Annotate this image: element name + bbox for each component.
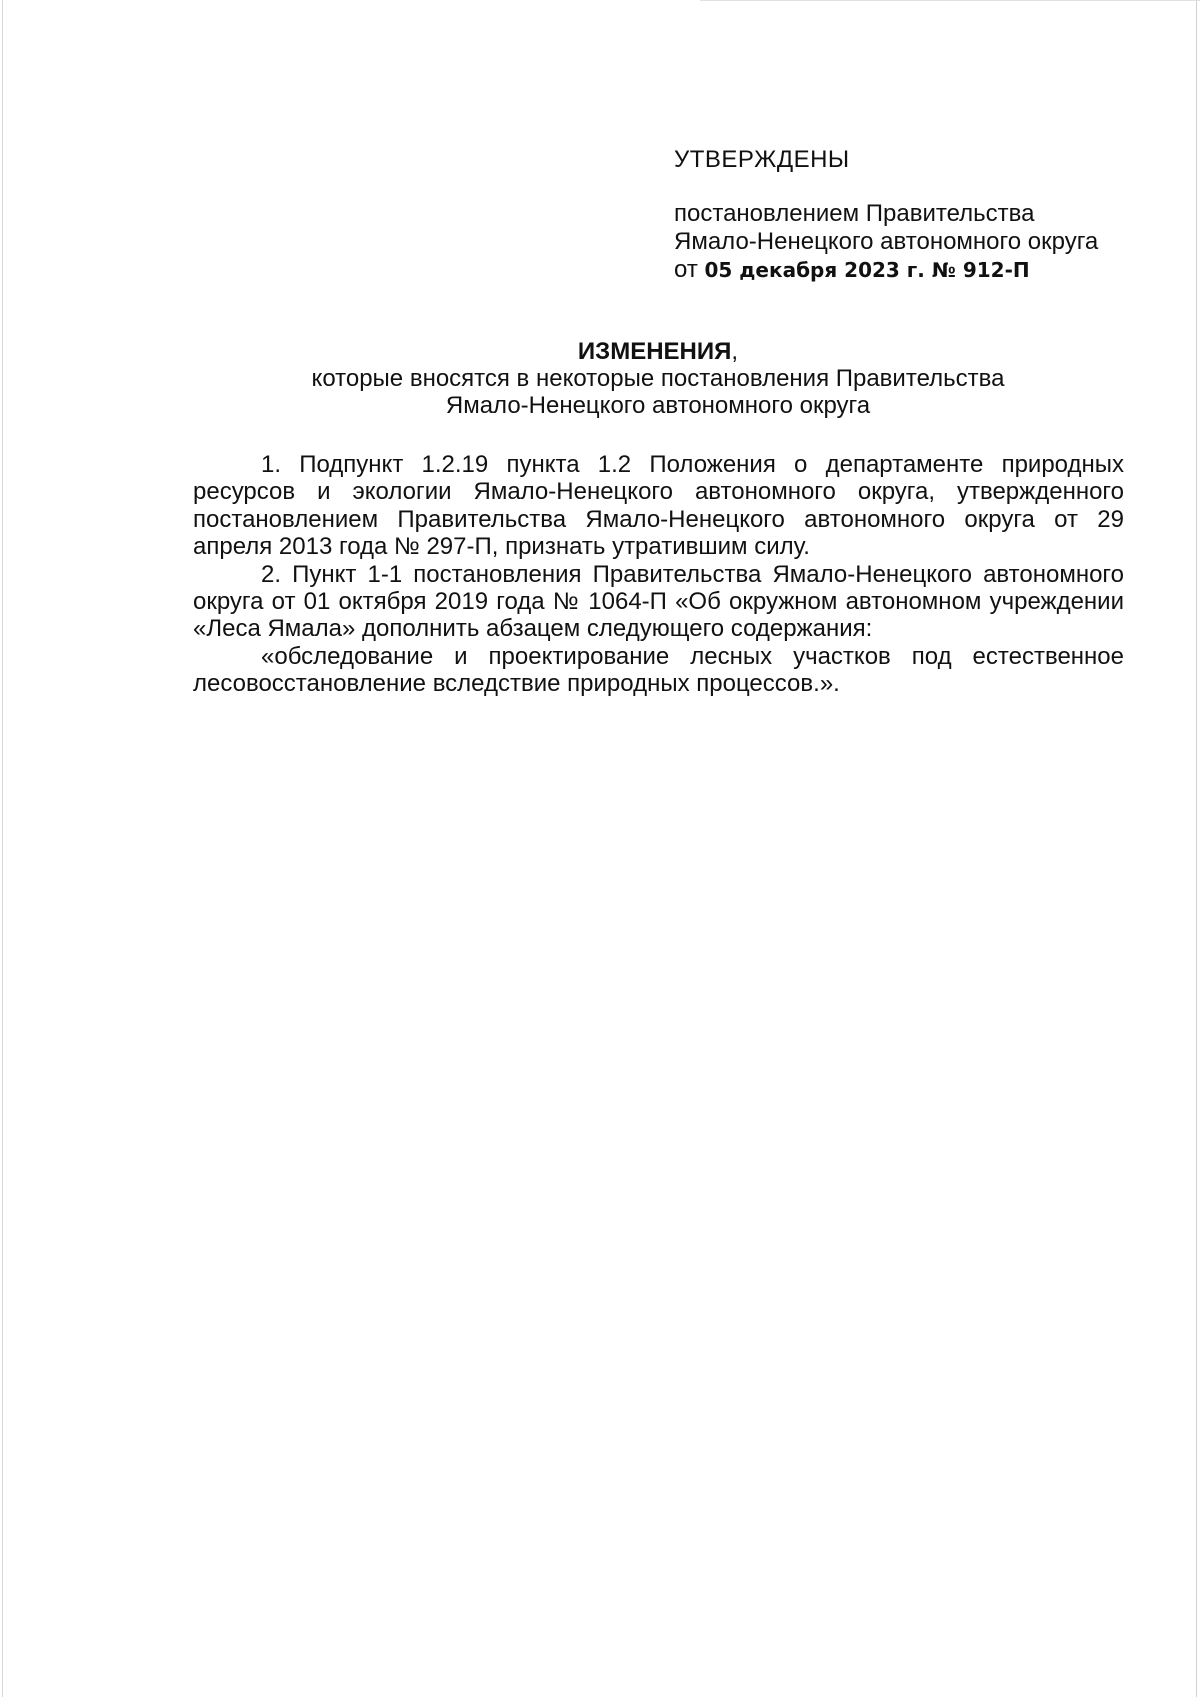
document-subtitle-line-1: которые вносятся в некоторые постановления Правительства — [311, 365, 1005, 392]
page-left-edge — [2, 0, 3, 1697]
paragraph-3: «обследование и проектирование лесных участков под естественное лесовосстановление вследствие природных процессов.». — [193, 642, 1124, 698]
document-body — [193, 451, 1124, 698]
document-heading — [193, 338, 1123, 419]
document-subtitle-line-2: Ямало-Ненецкого автономного округа — [445, 392, 871, 419]
page-right-edge — [1196, 0, 1197, 1697]
approval-date-value: 05 декабря 2023 г. № 912-П — [704, 258, 1030, 282]
approval-line-1: постановлением Правительства — [674, 200, 1035, 227]
paragraph-2: 2. Пункт 1-1 постановления Правительства Ямало-Ненецкого автономного округа от 01 октября 2019 года № 1064-П «Об окружном автономном учреждении «Леса Ямала» дополнить абзацем следующего содержания: — [193, 560, 1124, 643]
page-top-edge — [700, 0, 1200, 1]
approval-block — [674, 146, 1154, 284]
document-title: ИЗМЕНЕНИЯ — [577, 338, 732, 365]
document-title-suffix: , — [731, 338, 739, 365]
approval-stamp-title: УТВЕРЖДЕНЫ — [674, 146, 850, 173]
approval-date-prefix: от — [674, 256, 698, 283]
approval-date-line — [674, 256, 1154, 284]
paragraph-1: 1. Подпункт 1.2.19 пункта 1.2 Положения о департаменте природных ресурсов и экологии Ямало-Ненецкого автономного округа, утвержденного постановлением Правительства Ямало-Ненецкого автономного округа от 29 апреля 2013 года № 297-П, признать утратившим силу. — [193, 451, 1124, 561]
document-title-line — [193, 338, 1123, 365]
approval-line-2: Ямало-Ненецкого автономного округа — [674, 228, 1099, 255]
